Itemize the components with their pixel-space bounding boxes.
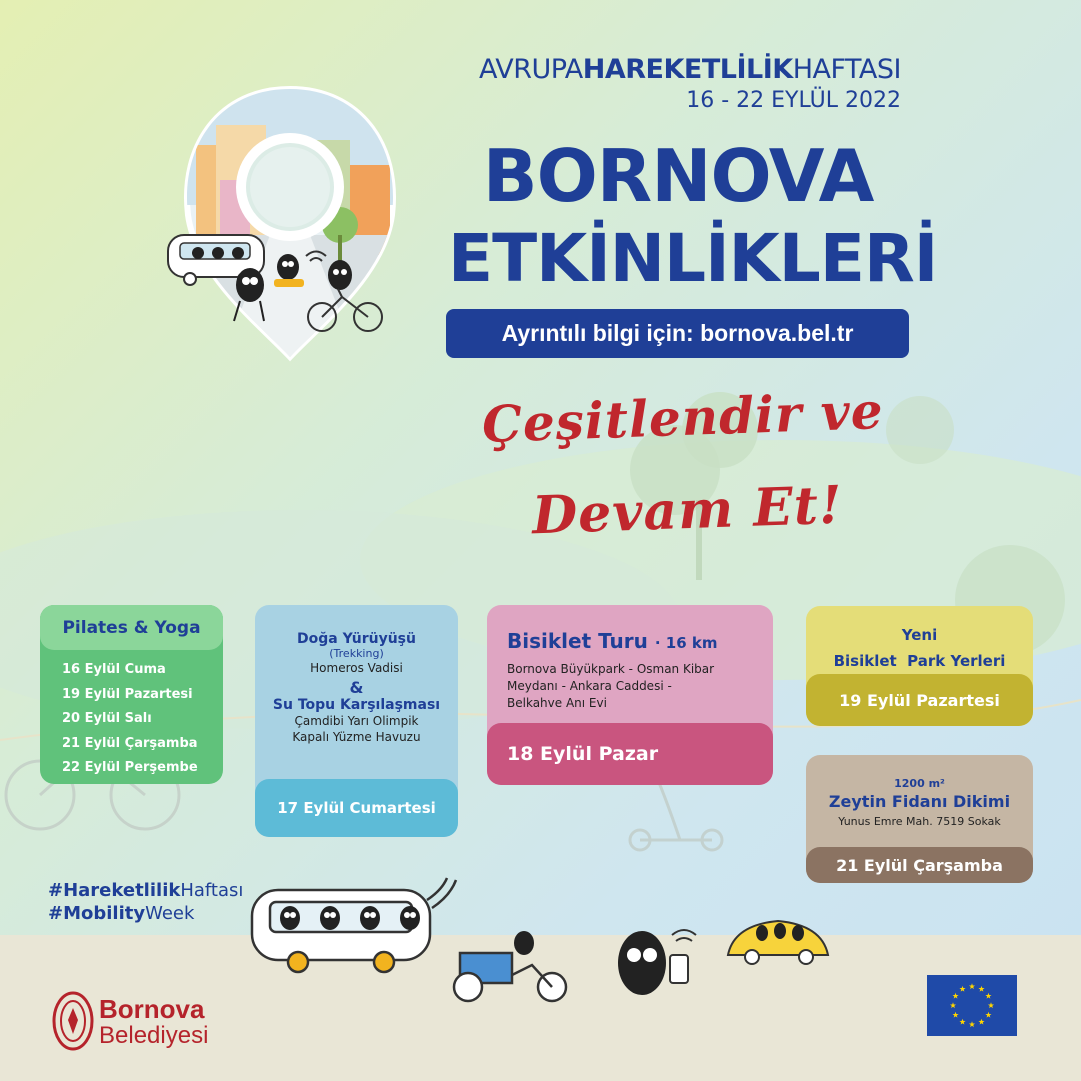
card-zeytin-area: 1200 m² — [894, 777, 945, 790]
card-zeytin-location: Yunus Emre Mah. 7519 Sokak — [838, 815, 1001, 828]
card-sutopu-location-b: Kapalı Yüzme Havuzu — [292, 730, 421, 744]
eu-flag-icon — [927, 975, 1017, 1036]
card-sutopu-location-a: Çamdibi Yarı Olimpik — [294, 714, 419, 728]
logo-text-line-2: Belediyesi — [99, 1022, 209, 1049]
title-line-1: BORNOVA — [482, 134, 874, 218]
card-bisiklet-route-a: Bornova Büyükpark - Osman Kibar — [507, 662, 715, 676]
bornova-belediyesi-logo — [52, 990, 252, 1052]
card-zeytin-date: 21 Eylül Çarşamba — [806, 847, 1033, 883]
title-line-2: ETKİNLİKLERİ — [448, 220, 938, 297]
slogan-line-1: Çeşitlendir ve — [481, 381, 885, 454]
header-event-name-bold: HAREKETLİLİK — [582, 54, 793, 85]
card-doga-location: Homeros Vadisi — [310, 661, 403, 675]
card-park-title-a: Yeni — [901, 626, 938, 644]
card-pilates-title: Pilates & Yoga — [40, 605, 223, 650]
header-event-name-part2: HAFTASI — [792, 54, 901, 85]
card-doga-subtitle: (Trekking) — [329, 647, 384, 660]
card-bisiklet-route-b: Meydanı - Ankara Caddesi - — [507, 679, 672, 693]
bicycle-icon — [454, 931, 566, 1001]
hashtag-2-light: Week — [145, 903, 195, 924]
slogan-line-2: Devam Et! — [531, 474, 844, 547]
card-pilates-date: 22 Eylül Perşembe — [62, 760, 198, 775]
logo-text-line-1: Bornova — [99, 994, 205, 1024]
card-bisiklet-route-c: Belkahve Anı Evi — [507, 696, 607, 710]
card-doga-title: Doğa Yürüyüşü — [297, 631, 416, 647]
car-icon — [728, 921, 828, 964]
info-link-banner[interactable]: Ayrıntılı bilgi için: bornova.bel.tr — [446, 309, 909, 358]
card-doga-date: 17 Eylül Cumartesi — [255, 779, 458, 837]
hashtag-2-bold: #Mobility — [48, 903, 146, 924]
card-bisiklet-date: 18 Eylül Pazar — [487, 723, 773, 785]
card-sutopu-title: Su Topu Karşılaşması — [272, 697, 441, 713]
card-pilates-date: 19 Eylül Pazartesi — [62, 686, 193, 702]
header-event-name-part1: AVRUPA — [479, 54, 583, 85]
header-dates: 16 - 22 EYLÜL 2022 — [686, 88, 901, 113]
card-pilates-date: 16 Eylül Cuma — [62, 662, 166, 677]
card-doga-ampersand: & — [349, 678, 364, 697]
municipality-emblem-icon — [52, 990, 94, 1052]
hashtag-1-light: Haftası — [180, 880, 244, 901]
card-bisiklet-distance: · 16 km — [654, 634, 718, 652]
hashtag-1-bold: #Hareketlilik — [48, 880, 181, 901]
card-pilates-date: 20 Eylül Salı — [62, 711, 152, 726]
card-park-date: 19 Eylül Pazartesi — [806, 674, 1033, 726]
card-park-title-b: Bisiklet Park Yerleri — [833, 652, 1006, 670]
card-zeytin-title: Zeytin Fidanı Dikimi — [828, 792, 1011, 811]
phone-icon — [618, 930, 696, 995]
card-pilates-date: 21 Eylül Çarşamba — [62, 735, 198, 751]
card-bisiklet-title: Bisiklet Turu — [507, 629, 648, 653]
